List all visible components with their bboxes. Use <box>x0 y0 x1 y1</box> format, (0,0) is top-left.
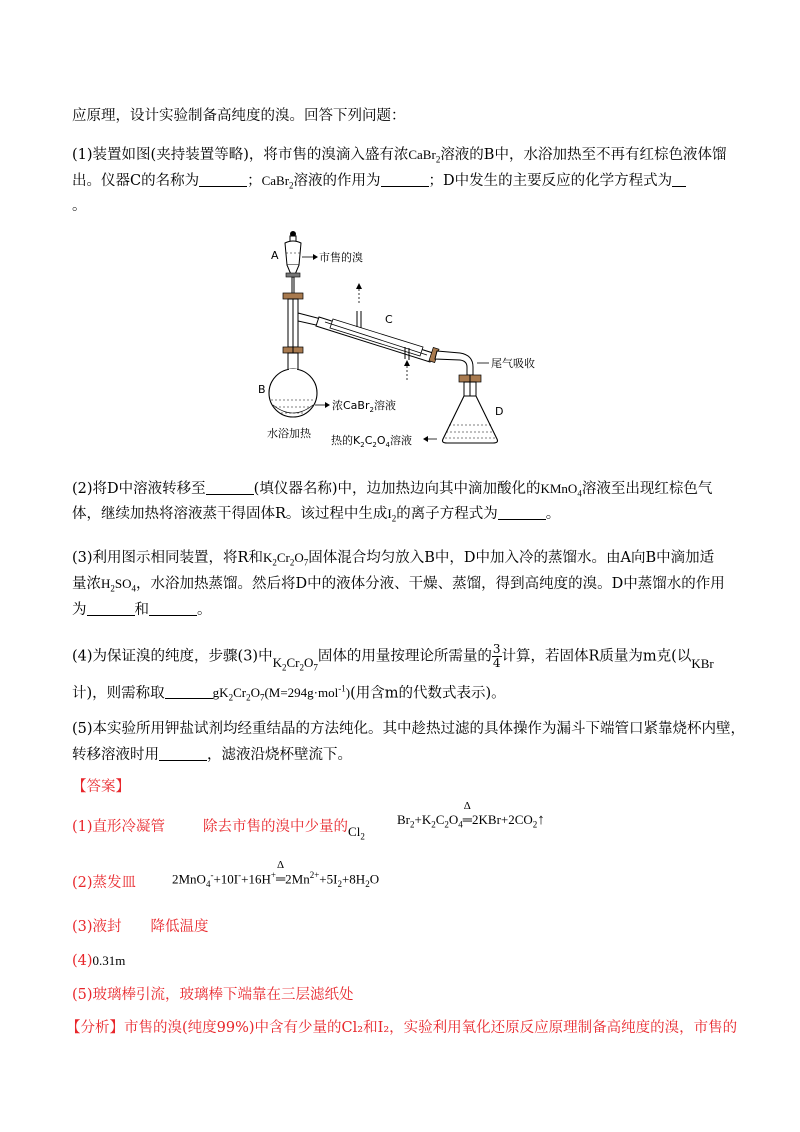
formula-k2cr2o7-mass: $gK_2Cr_2O_7(M=294g\cdot mol^{-1})$ <box>212 684 351 703</box>
answer-blank <box>381 172 429 187</box>
q4-line1: (4)为保证溴的纯度，步骤(3)中$K_2Cr_2O_7$固体的用量按理论所需量的 $\frac{3}{4}$ 计算，若固体R质量为m克(以KBr <box>72 642 714 673</box>
equation-br2-k2c2o4: $Br_2+K_2C_2O_4$ Δ $═2KBr+2CO_2↑$ <box>397 800 545 830</box>
answer-2: (2)蒸发皿 <box>72 875 137 891</box>
q1-line3: 。 <box>72 198 87 214</box>
q2-line1: (2)将D中溶液转移至 (填仪器名称)中，边加热边向其中滴加酸化的KMnO$_4$溶液至出现红棕色气 <box>72 481 713 499</box>
analysis-line: 【分析】市售的溴(纯度99%)中含有少量的Cl₂和I₂，实验利用氧化还原反应原理制备高纯度的溴，市售的 <box>66 1020 738 1036</box>
answer-blank <box>672 172 686 187</box>
receiver-adapter <box>435 351 473 375</box>
answer-blank <box>199 172 247 187</box>
answer-4: (4)0.31m <box>72 953 126 969</box>
answer-blank <box>165 684 213 699</box>
conical-flask <box>443 396 498 443</box>
fraction-three-quarters: $\frac{3}{4}$ <box>492 642 501 670</box>
label-d: D <box>495 405 504 418</box>
answer-3: (3)液封 降低温度 <box>72 919 209 935</box>
answer-blank <box>87 601 135 616</box>
stopcock <box>286 273 300 277</box>
label-hot-k2c2o4: 热的$K_2C_2O_4$溶液 <box>331 434 412 449</box>
formula-cl2: $Cl_2$ <box>348 824 365 842</box>
answer-1: (1)直形冷凝管 除去市售的溴中少量的$Cl_2$ <box>72 819 365 842</box>
q5-line2: 转移溶液时用 ，滤液沿烧杯壁流下。 <box>72 747 352 763</box>
formula-k2cr2o7: $K_2Cr_2O_7$ <box>262 550 309 568</box>
equation-mno4-iodide: 2MnO$_4$-+10I-+16H+ Δ $═2Mn^{2+}+5I_2+8H_2O$ <box>172 859 380 889</box>
formula-h2so4: $H_2SO_4$ <box>101 576 137 594</box>
answer-5: (5)玻璃棒引流，玻璃棒下端靠在三层滤纸处 <box>72 987 354 1003</box>
formula-cabr2: CaBr$_2$ <box>408 147 441 165</box>
label-tail-gas: 尾气吸收 <box>491 357 535 370</box>
answer-blank <box>206 480 254 495</box>
formula-kmno4: KMnO$_4$ <box>540 481 582 499</box>
formula-cabr2: CaBr$_2$ <box>261 173 294 191</box>
formula-k2cr2o7: $K_2Cr_2O_7$ <box>272 654 318 673</box>
formula-i2: $I_2$ <box>387 506 397 524</box>
q3-line1: (3)利用图示相同装置，将R和$K_2Cr_2O_7$固体混合均匀放入B中，D中加入冷的蒸馏水。由A向B中滴加适 <box>72 550 715 568</box>
label-b: B <box>258 383 266 396</box>
q5-line1: (5)本实验所用钾盐试剂均经重结晶的方法纯化。其中趁热过滤的具体操作为漏斗下端管口紧靠烧杯内壁， <box>72 721 746 737</box>
q1-line1: (1)装置如图(夹持装置等略)，将市售的溴滴入盛有浓CaBr$_2$溶液的B中，水浴加热至不再有红棕色液体馏 <box>72 147 727 165</box>
intro-text: 应原理，设计实验制备高纯度的溴。回答下列问题： <box>72 108 406 124</box>
label-c: C <box>385 313 393 326</box>
round-bottom-flask <box>269 369 317 417</box>
q3-line2: 量浓$H_2SO_4$，水浴加热蒸馏。然后将D中的液体分液、干燥、蒸馏，得到高纯度的溴。D中蒸馏水的作用 <box>72 576 725 594</box>
distillation-apparatus-diagram <box>255 225 535 465</box>
label-water-bath: 水浴加热 <box>267 427 311 440</box>
q2-line2: 体，继续加热将溶液蒸干得固体R。该过程中生成$I_2$的离子方程式为 。 <box>72 506 561 524</box>
label-bromine: 市售的溴 <box>319 251 363 264</box>
answer-heading: 【答案】 <box>72 779 130 795</box>
answer-blank <box>159 746 207 761</box>
label-a: A <box>271 249 279 262</box>
label-conc-cabr2: 浓CaBr$_2$溶液 <box>332 399 396 414</box>
answer-blank <box>149 601 197 616</box>
q1-line2: 出。仪器C的名称为 ；CaBr$_2$溶液的作用为 ；D中发生的主要反应的化学方程式为 <box>72 171 686 196</box>
answer-blank <box>498 505 546 520</box>
q4-line2: 计)，则需称取 $gK_2Cr_2O_7(M=294g\cdot mol^{-1})$(用含m的代数式表示)。 <box>72 684 506 703</box>
q3-line3: 为 和 。 <box>72 602 212 618</box>
